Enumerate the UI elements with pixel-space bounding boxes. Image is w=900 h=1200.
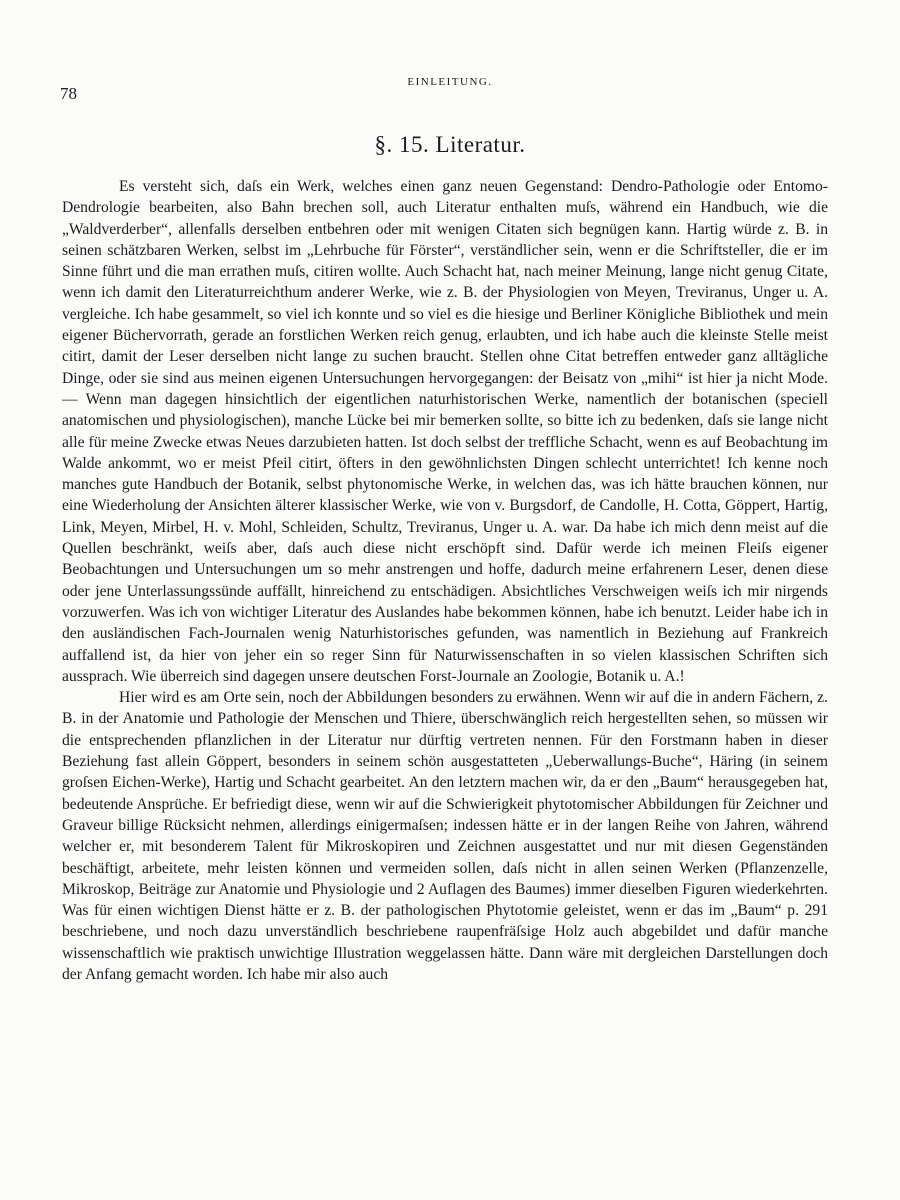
paragraph-1: Es versteht sich, daſs ein Werk, welches einen ganz neuen Gegenstand: Dendro-Pathologie oder Entomo-Dendrologie bearbeiten, also Bahn brechen soll, auch Literatur enthalten muſs, während ein Handbuch, wie die „Waldverderber“, allenfalls derselben entbehren oder mit wenigen Citaten sich begnügen kann. Hartig würde z. B. in seinen schätzbaren Werken, selbst im „Lehrbuche für Förster“, verständlicher sein, wenn er die Schriftsteller, die er im Sinne führt und die man errathen muſs, citiren wollte. Auch Schacht hat, nach meiner Meinung, lange nicht genug Citate, wenn ich damit den Literaturreichthum anderer Werke, wie z. B. der Physiologien von Meyen, Treviranus, Unger u. A. vergleiche. Ich habe gesammelt, so viel ich konnte und so viel es die hiesige und Berliner Königliche Bibliothek und mein eigener Büchervorrath, gerade an forstlichen Werken reich genug, erlaubten, und ich habe auch die kleinste Stelle meist citirt, damit der Leser derselben nicht lange zu suchen braucht. Stellen ohne Citat betreffen entweder ganz alltägliche Dinge, oder sie sind aus meinen eigenen Untersuchungen hervorgegangen: der Beisatz von „mihi“ ist hier ja nicht Mode. — Wenn man dagegen hinsichtlich der eigentlichen naturhistorischen Werke, namentlich der botanischen (speciell anatomischen und physiologischen), manche Lücke bei mir bemerken sollte, so bitte ich zu bedenken, daſs sie lange nicht alle für meine Zwecke etwas Neues darzubieten hatten. Ist doch selbst der treffliche Schacht, wenn es auf Beobachtung im Walde ankommt, wo er meist Pfeil citirt, öfters in den gewöhnlichsten Dingen schlecht unterrichtet! Ich kenne noch manches gute Handbuch der Botanik, selbst phytonomische Werke, in welchen das, was ich hätte brauchen können, nur eine Wiederholung der Ansichten älterer klassischer Werke, wie von v. Burgsdorf, de Candolle, H. Cotta, Göppert, Hartig, Link, Meyen, Mirbel, H. v. Mohl, Schleiden, Schultz, Treviranus, Unger u. A. war. Da habe ich mich denn meist auf die Quellen beschränkt, weiſs aber, daſs auch diese nicht erschöpft sind. Dafür werde ich meinen Fleiſs eigener Beobachtungen und Untersuchungen um so mehr anstrengen und hoffe, dadurch meine erfahrenern Leser, denen diese oder jene Unterlassungssünde auffällt, hinreichend zu entschädigen. Absichtliches Verschweigen weiſs ich mir nirgends vorzuwerfen. Was ich von wichtiger Literatur des Auslandes habe bekommen können, habe ich benutzt. Leider habe ich in den ausländischen Fach-Journalen wenig Naturhistorisches gefunden, was namentlich in Beziehung auf Frankreich auffallend ist, da hier von jeher ein so reger Sinn für Naturwissenschaften in so vielen klassischen Schriften sich aussprach. Wie überreich sind dagegen unsere deutschen Forst-Journale an Zoologie, Botanik u. A.! [62, 178, 828, 685]
body-text [62, 176, 828, 985]
paragraph-2: Hier wird es am Orte sein, noch der Abbildungen besonders zu erwähnen. Wenn wir auf die in andern Fächern, z. B. in der Anatomie und Pathologie der Menschen und Thiere, überschwänglich reich hergestellten sehen, so müssen wir die entsprechenden pflanzlichen in der Literatur nur dürftig vertreten nennen. Für den Forstmann haben in dieser Beziehung fast allein Göppert, besonders in seinem schön ausgestatteten „Ueberwallungs-Buche“, Häring (in seinem groſsen Eichen-Werke), Hartig und Schacht gearbeitet. An den letztern machen wir, da er den „Baum“ herausgegeben hat, bedeutende Ansprüche. Er befriedigt diese, wenn wir auf die Schwierigkeit phytotomischer Abbildungen für Zeichner und Graveur billige Rücksicht nehmen, allerdings einigermaſsen; indessen hätte er in der langen Reihe von Jahren, während welcher er, mit besonderem Talent für Mikroskopiren und Zeichnen ausgestattet und nur mit diesen Gegenständen beschäftigt, arbeitete, mehr leisten können und vermeiden sollen, daſs nicht in allen seinen Werken (Pflanzenzelle, Mikroskop, Beiträge zur Anatomie und Physiologie und 2 Auflagen des Baumes) immer dieselben Figuren wiederkehrten. Was für einen wichtigen Dienst hätte er z. B. der pathologischen Phytotomie geleistet, wenn er das im „Baum“ p. 291 beschriebene, und noch dazu unverständlich beschriebene raupenfräſsige Holz auch abgebildet und dafür manche wissenschaftlich wie praktisch unwichtige Illustration weggelassen hätte. Dann wäre mit dergleichen Darstellungen doch der Anfang gemacht worden. Ich habe mir also auch [62, 689, 828, 983]
section-title: §. 15. Literatur. [374, 132, 526, 157]
running-head: EINLEITUNG. [407, 76, 493, 88]
page-number: 78 [60, 84, 77, 103]
